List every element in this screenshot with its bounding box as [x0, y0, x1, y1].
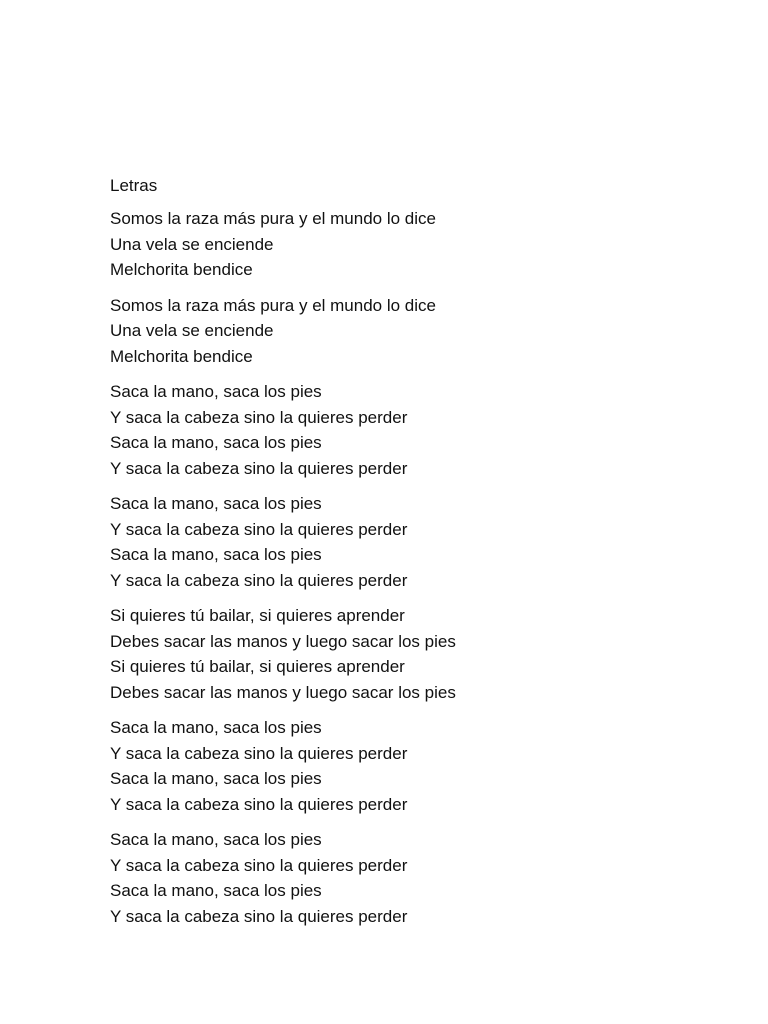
stanza: [110, 603, 710, 705]
lyric-line: Melchorita bendice: [110, 260, 253, 279]
lyric-line: Y saca la cabeza sino la quieres perder: [110, 519, 408, 539]
document-heading: Letras: [110, 176, 158, 195]
lyric-line: Y saca la cabeza sino la quieres perder: [110, 407, 408, 427]
lyric-line: Melchorita bendice: [110, 346, 253, 366]
stanza: [110, 206, 710, 283]
lyrics-content: [110, 173, 710, 939]
lyric-line: Y saca la cabeza sino la quieres perder: [110, 855, 408, 875]
lyric-line: Debes sacar las manos y luego sacar los pies: [110, 682, 456, 702]
lyric-line: Una vela se enciende: [110, 234, 274, 254]
stanza: [110, 293, 710, 370]
lyric-line: Saca la mano, saca los pies: [110, 382, 322, 401]
lyric-line: Saca la mano, saca los pies: [110, 769, 322, 788]
lyric-line: Saca la mano, saca los pies: [110, 718, 322, 737]
lyric-line: Saca la mano, saca los pies: [110, 545, 322, 564]
lyric-line: Si quieres tú bailar, si quieres aprender: [110, 657, 405, 676]
lyric-line: Saca la mano, saca los pies: [110, 830, 322, 849]
lyric-line: Somos la raza más pura y el mundo lo dice: [110, 295, 436, 315]
stanza: [110, 715, 710, 817]
lyric-line: Somos la raza más pura y el mundo lo dice: [110, 209, 436, 228]
lyric-line: Y saca la cabeza sino la quieres perder: [110, 906, 408, 926]
stanza: [110, 827, 710, 929]
lyric-line: Saca la mano, saca los pies: [110, 881, 322, 900]
stanza: [110, 491, 710, 593]
lyric-line: Saca la mano, saca los pies: [110, 433, 322, 452]
stanza: [110, 379, 710, 481]
lyric-line: Debes sacar las manos y luego sacar los pies: [110, 631, 456, 651]
lyric-line: Una vela se enciende: [110, 321, 274, 340]
lyric-line: Saca la mano, saca los pies: [110, 494, 322, 513]
lyric-line: Y saca la cabeza sino la quieres perder: [110, 570, 408, 590]
lyric-line: Y saca la cabeza sino la quieres perder: [110, 458, 408, 478]
lyric-line: Y saca la cabeza sino la quieres perder: [110, 743, 408, 763]
lyric-line: Si quieres tú bailar, si quieres aprender: [110, 606, 405, 625]
lyric-line: Y saca la cabeza sino la quieres perder: [110, 794, 408, 814]
